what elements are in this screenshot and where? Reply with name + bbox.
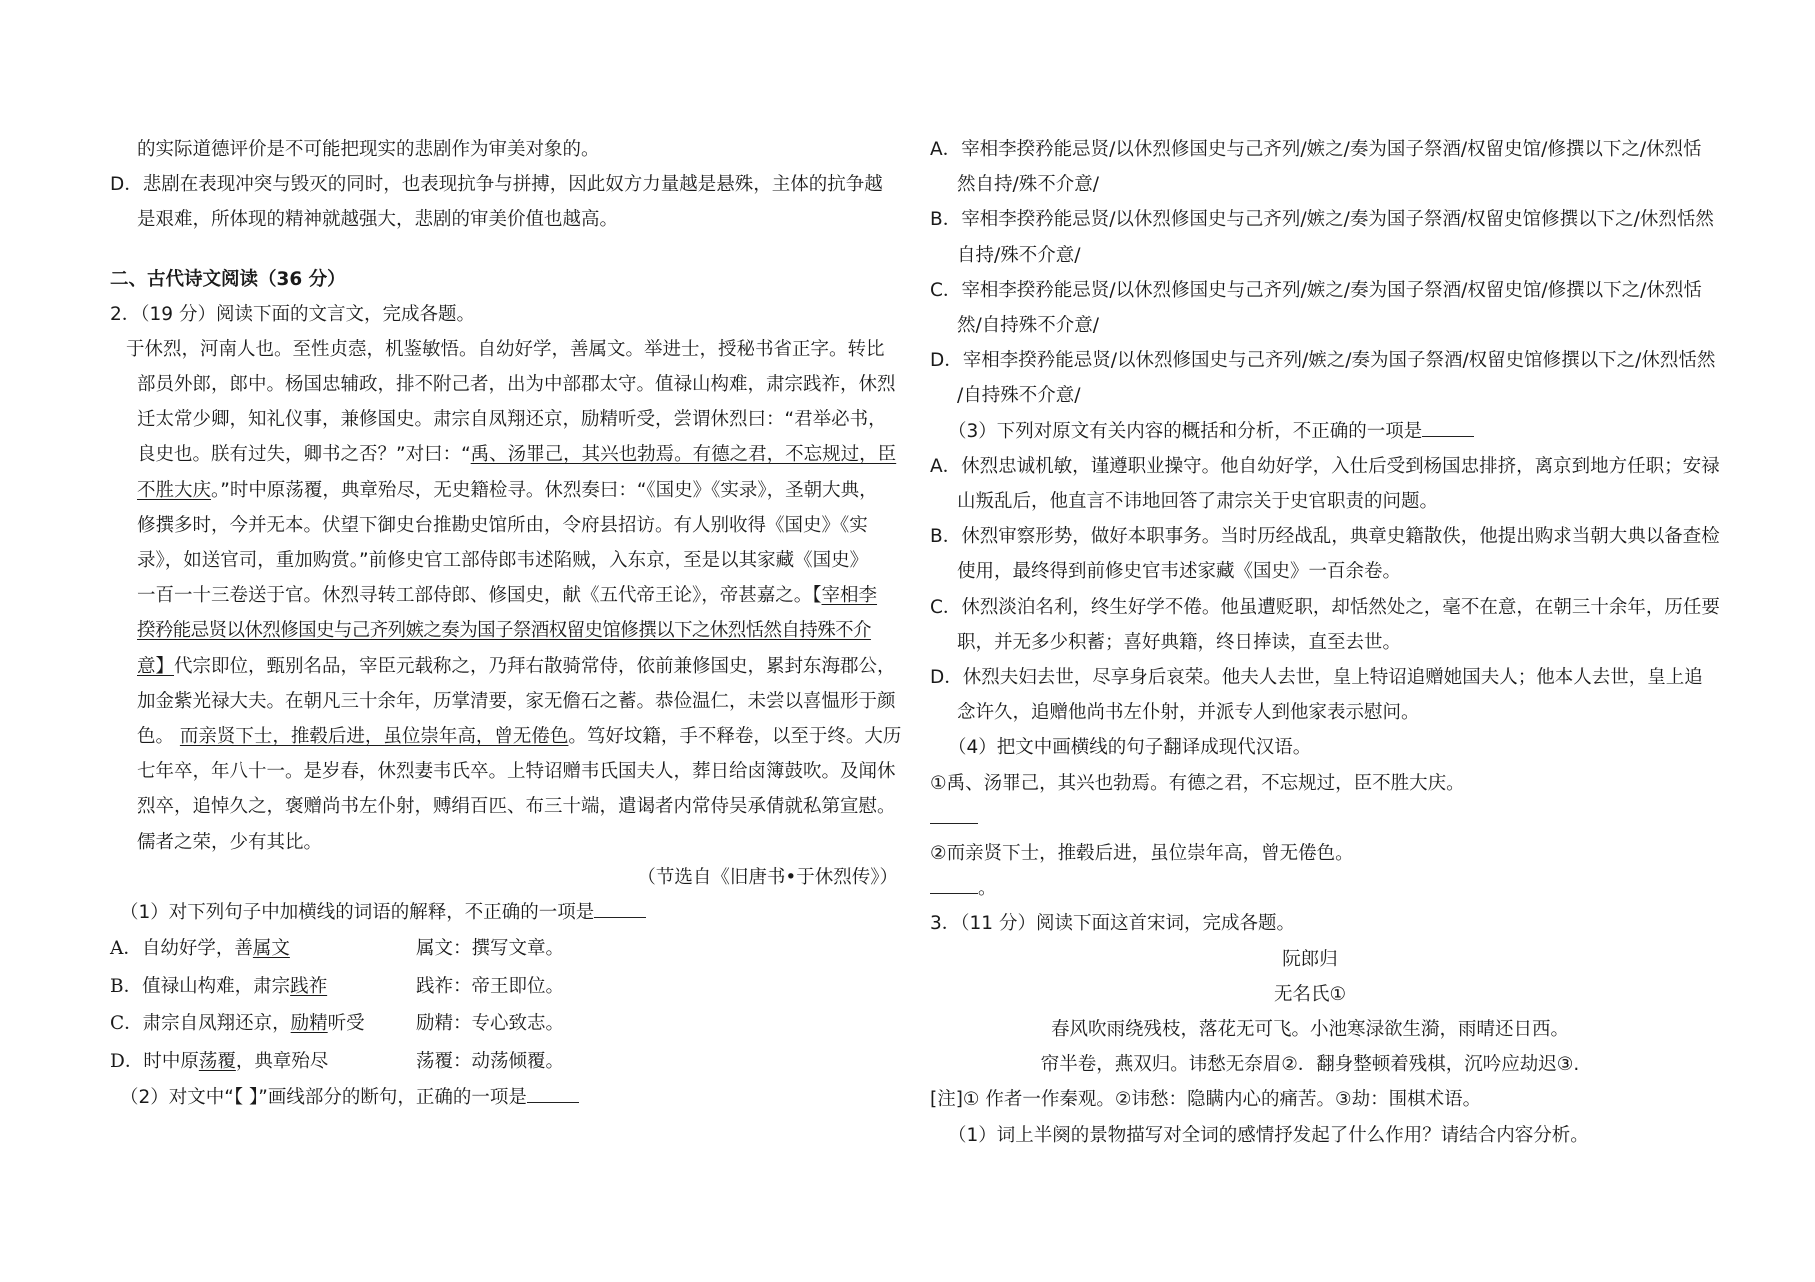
translation-sentence-1: ①禹、汤罪己，其兴也勃焉。有德之君，不忘规过，臣不胜大庆。 [930,772,1465,794]
option-definition: 荡覆：动荡倾覆。 [416,1050,565,1072]
passage-text: 。笃好坟籍，手不释卷，以至于终。大历 [568,726,902,748]
passage-line: 七年卒，年八十一。是岁春，休烈妻韦氏卒。上特诏赠韦氏国夫人，葬日给卤簿鼓吹。及闻休 [137,761,896,783]
passage-line: 部员外郎，郎中。杨国忠辅政，排不附己者，出为中部郡太守。值禄山构难，肃宗践祚，休烈 [137,374,896,396]
punctuation-option-d-cont: /自持殊不介意/ [957,385,1081,407]
underlined-word: 属文 [252,938,290,960]
bracketed-underline: 揆矜能忌贤以休烈修国史与己齐列嫉之奏为国子祭酒权留史馆修撰以下之休烈恬然自持殊不介 [137,620,871,642]
passage-text: 一百一十三卷送于官。休烈寻转工部侍郎、修国史，献《五代帝王论》，帝甚嘉之。【 [137,585,822,607]
passage-line [110,719,910,754]
classical-passage [110,332,910,895]
answer-blank[interactable] [527,1084,579,1103]
passage-source: （节选自《旧唐书•于休烈传》） [637,866,898,888]
option-sentence [110,930,290,968]
poem-line-2: 帘半卷，燕双归。讳愁无奈眉②．翻身整顿着残棋，沉吟应劫迟③. [1040,1054,1580,1076]
passage-text: 良史也。朕有过失，卿书之否？”对曰：“ [137,444,471,466]
sub-question-4: （4）把文中画横线的句子翻译成现代汉语。 [948,737,1312,759]
right-column [930,132,1730,1153]
analysis-option-b-cont: 使用，最终得到前修史官韦述家藏《国史》一百余卷。 [957,561,1402,583]
vocab-option-c [110,1005,910,1043]
passage-line: 录》，如送官司，重加购赏。”前修史官工部侍郎韦述陷贼，入东京，至是以其家藏《国史》 [137,550,869,572]
punctuation-option-b: B．宰相李揆矜能忌贤/以休烈修国史与己齐列/嫉之/奏为国子祭酒/权留史馆修撰以下之/休烈恬然 [930,209,1714,231]
underlined-sentence: 禹、汤罪己，其兴也勃焉。有德之君，不忘规过，臣 [470,444,897,466]
passage-text: 。”时中原荡覆，典章殆尽，无史籍检寻。休烈奏曰：“《国史》《实录》，圣朝大典， [211,479,878,501]
option-text: C．肃宗自凤翔还京， [110,1013,291,1035]
option-d: D．悲剧在表现冲突与毁灭的同时，也表现抗争与拼搏，因此奴方力量越是悬殊，主体的抗争越 [110,174,883,196]
answer-blank[interactable] [1422,418,1474,437]
option-d-continuation: 是艰难，所体现的精神就越强大，悲剧的审美价值也越高。 [137,209,619,231]
underlined-sentence: 而亲贤下士，推毂后进，虽位崇年高，曾无倦色 [179,726,569,748]
option-definition: 励精：专心致志。 [416,1013,565,1035]
answer-blank[interactable] [594,899,646,918]
bracketed-underline: 宰相李 [821,585,878,607]
underlined-word: 荡覆 [198,1050,236,1072]
poem-sub-question-1: （1）词上半阕的景物描写对全词的感情抒发起了什么作用？请结合内容分析。 [948,1124,1589,1146]
option-text: A．自幼好学，善 [110,938,253,960]
option-text: 听受 [327,1013,365,1035]
punctuation-option-a: A．宰相李揆矜能忌贤/以休烈修国史与己齐列/嫉之/奏为国子祭酒/权留史馆/修撰以下之/休烈恬 [930,139,1702,160]
poem-line-1: 春风吹雨绕残枝，落花无可飞。小池寒渌欲生漪，雨晴还日西。 [1050,1019,1569,1041]
section-title: 二、古代诗文阅读（36 分） [110,268,346,290]
answer-line-2[interactable] [930,871,1730,906]
question-2-intro: 2．（19 分）阅读下面的文言文，完成各题。 [110,303,475,325]
passage-line [110,437,910,472]
sub-question-1 [110,895,910,930]
analysis-option-c-cont: 职，并无多少积蓄；喜好典籍，终日捧读，直至去世。 [957,631,1402,653]
underlined-word: 励精 [290,1013,328,1035]
passage-line: 儒者之荣，少有其比。 [137,831,323,853]
period: 。 [978,878,997,900]
analysis-option-a: A．休烈忠诚机敏，谨遵职业操守。他自幼好学，入仕后受到杨国忠排挤，离京到地方任职；安禄 [930,455,1720,477]
analysis-option-c: C．休烈淡泊名利，终生好学不倦。他虽遭贬职，却恬然处之，毫不在意，在朝三十余年，历任要 [930,596,1720,618]
question-text: （1）对下列句子中加横线的词语的解释，不正确的一项是 [120,902,595,924]
option-definition: 践祚：帝王即位。 [416,975,565,997]
punctuation-option-c-cont: 然/自持殊不介意/ [957,315,1099,337]
bracketed-underline: 意】 [137,655,175,677]
passage-text: 代宗即位，甄别名品，宰臣元载称之，乃拜右散骑常侍，依前兼修国史，累封东海郡公， [174,655,896,677]
punctuation-option-b-cont: 自持/殊不介意/ [957,244,1081,266]
analysis-option-d-cont: 念许久，追赠他尚书左仆射，并派专人到他家表示慰问。 [957,702,1420,724]
punctuation-option-a-cont: 然自持/殊不介意/ [957,174,1099,196]
option-sentence [110,1043,328,1081]
question-text: （2）对文中“【 】”画线部分的断句，正确的一项是 [120,1087,527,1109]
sub-question-2 [110,1080,910,1115]
sub-question-3 [930,414,1730,449]
answer-rule[interactable] [930,809,978,824]
option-sentence [110,968,327,1006]
translation-sentence-2: ②而亲贤下士，推毂后进，虽位崇年高，曾无倦色。 [930,843,1354,865]
passage-line: 修撰多时，今并无本。伏望下御史台推勘史馆所由，令府县招访。有人别收得《国史》《实 [137,514,868,536]
option-sentence [110,1005,365,1043]
option-text: ，典章殆尽 [235,1050,329,1072]
passage-text: 色。 [137,726,175,748]
passage-line [110,578,910,613]
passage-line [110,649,910,684]
poem-title: 阮郎归 [1282,948,1338,970]
vocab-option-b [110,968,910,1006]
vocab-option-d [110,1043,910,1081]
punctuation-option-c: C．宰相李揆矜能忌贤/以休烈修国史与己齐列/嫉之/奏为国子祭酒/权留史馆/修撰以下之/休烈恬 [930,279,1702,301]
question-3-intro: 3．（11 分）阅读下面这首宋词，完成各题。 [930,913,1295,935]
question-text: （3）下列对原文有关内容的概括和分析，不正确的一项是 [948,420,1423,442]
analysis-option-b: B．休烈审察形势，做好本职事务。当时历经战乱，典章史籍散佚，他提出购求当朝大典以备查检 [930,526,1720,548]
option-definition: 属文：撰写文章。 [416,938,565,960]
answer-rule[interactable] [930,879,978,894]
passage-line [110,613,910,648]
left-column [110,132,910,1115]
passage-line: 迁太常少卿，知礼仪事，兼修国史。肃宗自凤翔还京，励精听受，尝谓休烈曰：“君举必书， [137,409,887,431]
passage-line: 加金紫光禄大夫。在朝凡三十余年，历掌清要，家无儋石之蓄。恭俭温仁，未尝以喜愠形于颜 [137,690,896,712]
punctuation-option-d: D．宰相李揆矜能忌贤/以休烈修国史与己齐列/嫉之/奏为国子祭酒/权留史馆修撰以下之/休烈恬然 [930,350,1716,372]
vocab-option-a [110,930,910,968]
option-text: B．值禄山构难，肃宗 [110,975,291,997]
poem-author: 无名氏① [1273,983,1347,1005]
passage-line: 烈卒，追悼久之，褒赠尚书左仆射，赙绢百匹、布三十端，遣谒者内常侍吴承倩就私第宣慰。 [137,796,896,818]
analysis-option-a-cont: 山叛乱后，他直言不讳地回答了肃宗关于史官职责的问题。 [957,491,1439,513]
passage-line: 于休烈，河南人也。至性贞悫，机鉴敏悟。自幼好学，善属文。举进士，授秘书省正字。转比 [126,338,885,360]
answer-line-1[interactable] [930,801,1730,836]
passage-line [110,473,910,508]
underlined-word: 践祚 [290,975,328,997]
analysis-option-d: D．休烈夫妇去世，尽享身后哀荣。他夫人去世，皇上特诏追赠她国夫人；他本人去世，皇上追 [930,667,1703,689]
poem-note: [注]① 作者一作秦观。②讳愁：隐瞒内心的痛苦。③劫：围棋术语。 [930,1089,1482,1111]
option-text: D．时中原 [110,1050,199,1072]
prev-option-continuation: 的实际道德评价是不可能把现实的悲剧作为审美对象的。 [137,139,600,160]
underlined-sentence: 不胜大庆 [137,479,212,501]
